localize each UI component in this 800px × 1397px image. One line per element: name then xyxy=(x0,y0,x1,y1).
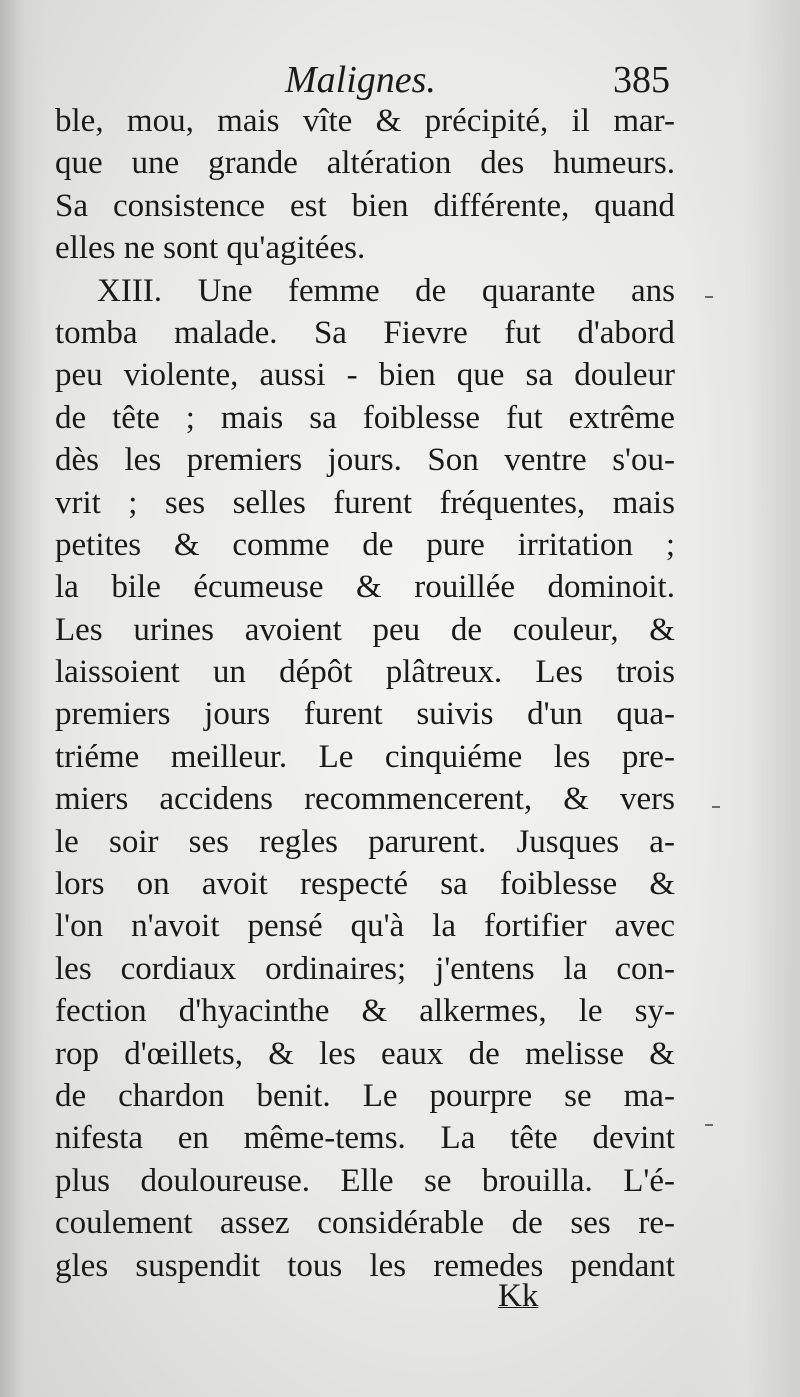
text-line: coulement assez considérable de ses re- xyxy=(55,1205,675,1242)
text-line: tomba malade. Sa Fievre fut d'abord xyxy=(55,314,675,351)
body-text xyxy=(55,100,675,1287)
margin-mark xyxy=(705,296,713,298)
text-line: que une grande altération des humeurs. xyxy=(55,145,675,182)
text-line: petites & comme de pure irritation ; xyxy=(55,526,675,563)
text-line: de chardon benit. Le pourpre se ma- xyxy=(55,1077,675,1114)
text-line: nifesta en même-tems. La tête devint xyxy=(55,1120,675,1157)
signature-mark: Kk xyxy=(498,1278,539,1314)
text-line: les cordiaux ordinaires; j'entens la con- xyxy=(55,950,675,987)
text-line: peu violente, aussi - bien que sa douleur xyxy=(55,357,675,394)
text-line: dès les premiers jours. Son ventre s'ou- xyxy=(55,442,675,479)
text-line: la bile écumeuse & rouillée dominoit. xyxy=(55,569,675,606)
text-line: premiers jours furent suivis d'un qua- xyxy=(55,696,675,733)
margin-mark xyxy=(712,806,720,808)
text-line: XIII. Une femme de quarante ans xyxy=(97,272,675,309)
text-line: Sa consistence est bien différente, quand xyxy=(55,187,675,224)
page-number: 385 xyxy=(613,59,670,101)
text-line: triéme meilleur. Le cinquiéme les pre- xyxy=(55,738,675,775)
text-line: plus douloureuse. Elle se brouilla. L'é- xyxy=(55,1162,675,1199)
text-line: lors on avoit respecté sa foiblesse & xyxy=(55,866,675,903)
text-line: le soir ses regles parurent. Jusques a- xyxy=(55,823,675,860)
text-line: fection d'hyacinthe & alkermes, le sy- xyxy=(55,993,675,1030)
text-line: l'on n'avoit pensé qu'à la fortifier avec xyxy=(55,908,675,945)
text-line: vrit ; ses selles furent fréquentes, mais xyxy=(55,484,675,521)
text-line: Les urines avoient peu de couleur, & xyxy=(55,611,675,648)
binding-shadow xyxy=(0,0,46,1397)
edge-shadow xyxy=(690,0,800,1397)
text-line: ble, mou, mais vîte & précipité, il mar- xyxy=(55,103,675,139)
text-line: de tête ; mais sa foiblesse fut extrême xyxy=(55,399,675,436)
margin-mark xyxy=(705,1124,713,1126)
text-line: miers accidens recommencerent, & vers xyxy=(55,781,675,818)
text-line: rop d'œillets, & les eaux de melisse & xyxy=(55,1035,675,1072)
text-line: laissoient un dépôt plâtreux. Les trois xyxy=(55,654,675,691)
text-line: elles ne sont qu'agitées. xyxy=(55,230,366,267)
text-line: gles suspendit tous les remedes pendant xyxy=(55,1247,675,1284)
running-title: Malignes. xyxy=(285,59,436,101)
